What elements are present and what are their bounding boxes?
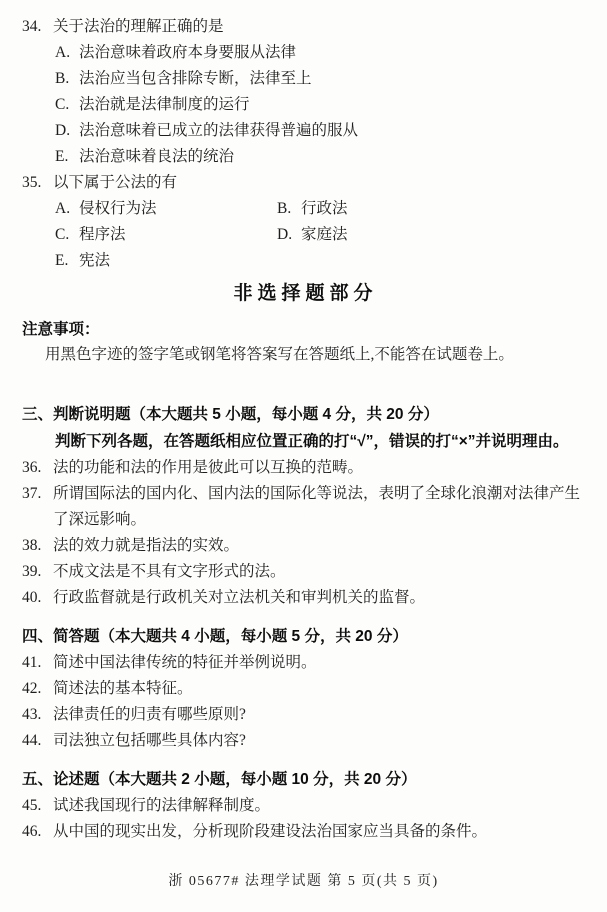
question-34-option-b (55, 66, 589, 92)
section-title: 三、判断说明题（本大题共 5 小题，每小题 4 分，共 20 分） (22, 406, 439, 423)
question-44 (22, 728, 589, 754)
question-35-option-c (55, 222, 277, 248)
section-instruction: 判断下列各题，在答题纸相应位置正确的打“√”，错误的打“×”并说明理由。 (55, 433, 569, 450)
question-stem: 关于法治的理解正确的是 (53, 18, 224, 35)
notice-body: 用黑色字迹的签字笔或钢笔将答案写在答题纸上,不能答在试题卷上。 (45, 346, 514, 363)
question-35-option-e (55, 248, 589, 274)
section-essay (22, 766, 589, 845)
option-text: 法治意味着已成立的法律获得普遍的服从 (79, 122, 359, 139)
option-label: B. (55, 70, 70, 87)
option-text: 程序法 (79, 226, 126, 243)
question-34-option-c (55, 92, 589, 118)
question-text: 法律责任的归责有哪些原则? (53, 706, 246, 723)
option-text: 法治应当包含排除专断，法律至上 (79, 70, 312, 87)
question-text: 不成文法是不具有文字形式的法。 (53, 563, 286, 580)
question-text: 简述法的基本特征。 (53, 680, 193, 697)
question-38 (22, 533, 589, 559)
question-35-option-b (277, 196, 589, 222)
question-text: 所谓国际法的国内化、国内法的国际化等说法，表明了全球化浪潮对法律产生了深远影响。 (53, 485, 581, 528)
option-text: 行政法 (301, 200, 348, 217)
option-label: B. (277, 200, 292, 217)
question-34-option-a (55, 40, 589, 66)
question-46 (22, 819, 589, 845)
question-40 (22, 585, 589, 611)
question-43 (22, 702, 589, 728)
question-34-option-e (55, 144, 589, 170)
question-34 (22, 14, 589, 40)
question-45 (22, 793, 589, 819)
option-label: D. (277, 226, 293, 243)
question-text: 行政监督就是行政机关对立法机关和审判机关的监督。 (53, 589, 426, 606)
option-label: E. (55, 252, 69, 269)
question-number: 40. (22, 589, 42, 606)
question-number: 42. (22, 680, 42, 697)
question-stem: 以下属于公法的有 (53, 174, 178, 191)
option-label: E. (55, 148, 69, 165)
question-42 (22, 676, 589, 702)
option-text: 家庭法 (301, 226, 348, 243)
question-number: 36. (22, 459, 42, 476)
question-35-option-d (277, 222, 589, 248)
option-text: 法治意味着良法的统治 (79, 148, 235, 165)
section-title: 四、简答题（本大题共 4 小题，每小题 5 分，共 20 分） (22, 628, 408, 645)
question-number: 38. (22, 537, 42, 554)
option-text: 法治就是法律制度的运行 (79, 96, 250, 113)
page-footer: 浙 05677# 法理学试题 第 5 页(共 5 页) (168, 874, 439, 889)
section-title: 五、论述题（本大题共 2 小题，每小题 10 分，共 20 分） (22, 771, 417, 788)
option-label: A. (55, 44, 71, 61)
question-number: 35. (22, 174, 42, 191)
question-number: 46. (22, 823, 42, 840)
question-number: 34. (22, 18, 42, 35)
section-judgment (22, 401, 589, 611)
option-text: 侵权行为法 (79, 200, 157, 217)
option-label: A. (55, 200, 71, 217)
question-37 (22, 481, 589, 533)
question-number: 45. (22, 797, 42, 814)
option-label: C. (55, 96, 70, 113)
notice-title: 注意事项： (22, 321, 100, 338)
question-text: 试述我国现行的法律解释制度。 (53, 797, 271, 814)
question-number: 37. (22, 485, 42, 502)
question-34-option-d (55, 118, 589, 144)
option-text: 法治意味着政府本身要服从法律 (79, 44, 297, 61)
option-text: 宪法 (79, 252, 111, 269)
question-number: 44. (22, 732, 42, 749)
question-35 (22, 170, 589, 196)
question-number: 43. (22, 706, 42, 723)
option-label: D. (55, 122, 71, 139)
question-35-options-row-2 (55, 222, 589, 248)
question-35-option-a (55, 196, 277, 222)
question-41 (22, 650, 589, 676)
question-number: 41. (22, 654, 42, 671)
option-label: C. (55, 226, 70, 243)
question-text: 从中国的现实出发，分析现阶段建设法治国家应当具备的条件。 (53, 823, 488, 840)
question-text: 法的功能和法的作用是彼此可以互换的范畴。 (53, 459, 364, 476)
question-text: 法的效力就是指法的实效。 (53, 537, 240, 554)
section-short-answer (22, 623, 589, 754)
question-35-options-row-3 (55, 248, 589, 274)
question-text: 司法独立包括哪些具体内容? (53, 732, 246, 749)
question-35-options-row-1 (55, 196, 589, 222)
question-text: 简述中国法律传统的特征并举例说明。 (53, 654, 317, 671)
question-39 (22, 559, 589, 585)
question-36 (22, 455, 589, 481)
question-number: 39. (22, 563, 42, 580)
part-heading: 非选择题部分 (233, 283, 378, 304)
